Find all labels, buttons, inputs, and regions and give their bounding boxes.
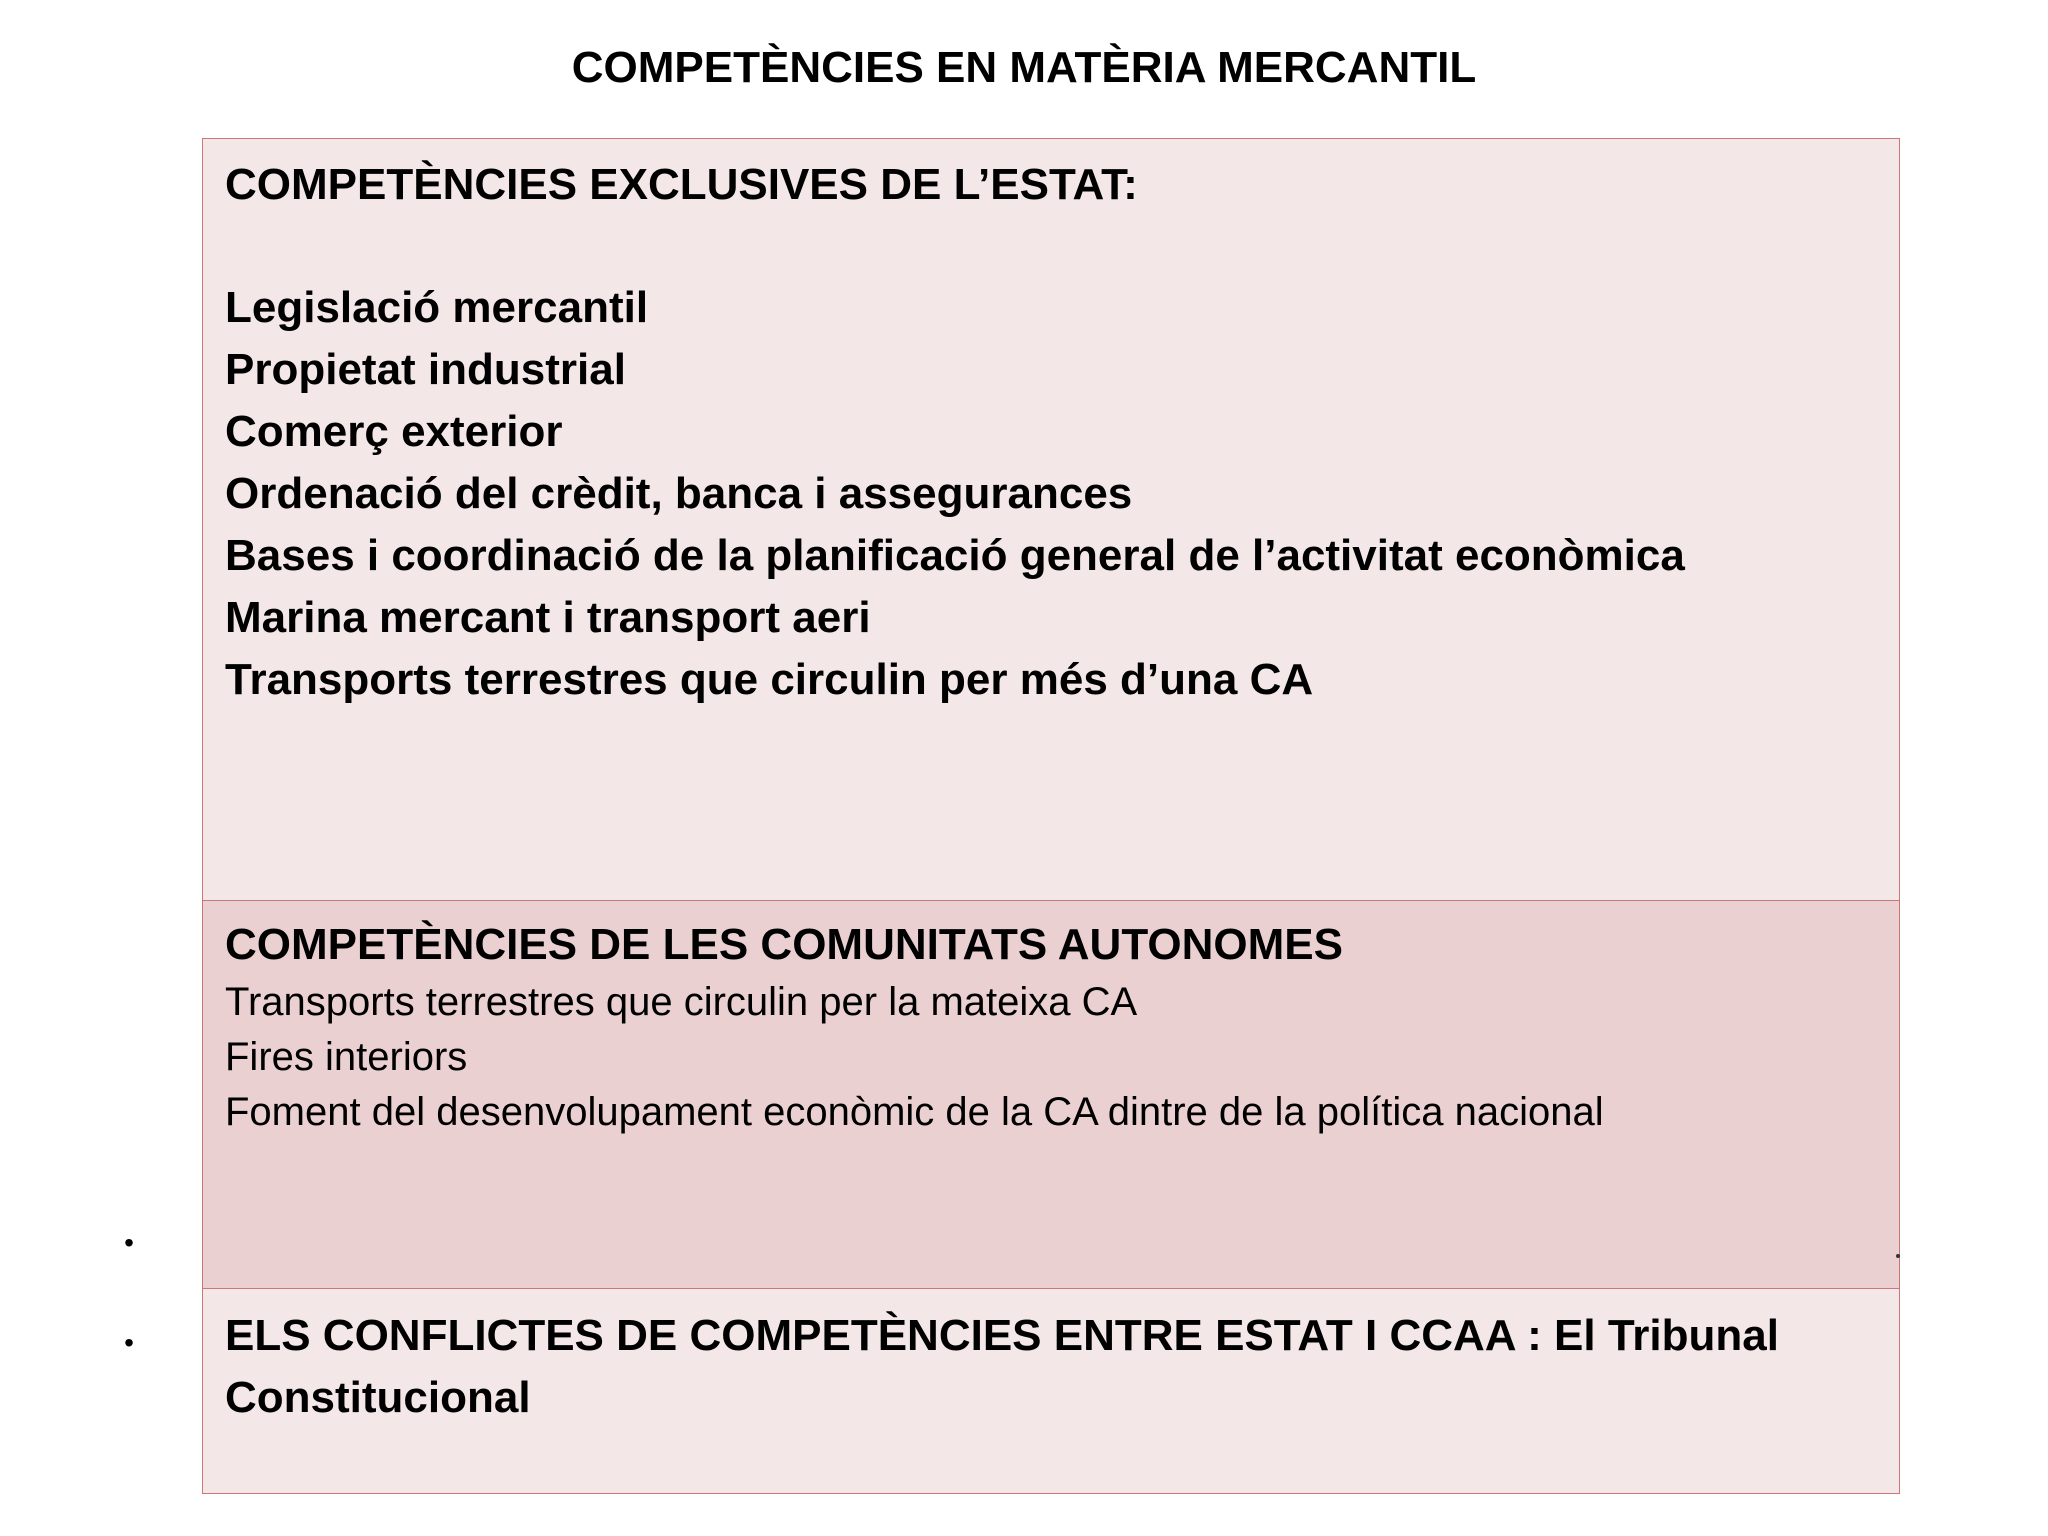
state-competences-list	[225, 277, 1877, 711]
conflicts-heading: ELS CONFLICTES DE COMPETÈNCIES ENTRE ESTAT I CCAA : El Tribunal Constitucional	[225, 1311, 1779, 1422]
dot-marker	[1896, 1254, 1900, 1258]
bullet-icon: •	[124, 1227, 134, 1258]
list-item: Fires interiors	[225, 1035, 468, 1079]
list-item: Marina mercant i transport aeri	[225, 593, 871, 642]
state-competences-heading: COMPETÈNCIES EXCLUSIVES DE L’ESTAT:	[225, 160, 1138, 209]
page-title: COMPETÈNCIES EN MATÈRIA MERCANTIL	[571, 43, 1477, 92]
list-item: Legislació mercantil	[225, 283, 649, 332]
list-item: Bases i coordinació de la planificació general de l’activitat econòmica	[225, 531, 1685, 580]
ccaa-competences-heading: COMPETÈNCIES DE LES COMUNITATS AUTONOMES	[225, 920, 1343, 969]
list-item: Transports terrestres que circulin per més d’una CA	[225, 655, 1314, 704]
conflicts-box	[202, 1288, 1900, 1494]
ccaa-competences-box	[202, 900, 1900, 1290]
state-competences-box	[202, 138, 1900, 902]
list-item: Comerç exterior	[225, 407, 563, 456]
list-item: Ordenació del crèdit, banca i assegurances	[225, 469, 1133, 518]
ccaa-competences-list	[225, 975, 1877, 1140]
list-item: Foment del desenvolupament econòmic de la CA dintre de la política nacional	[225, 1090, 1604, 1134]
list-item: Transports terrestres que circulin per la mateixa CA	[225, 980, 1138, 1024]
list-item: Propietat industrial	[225, 345, 626, 394]
bullet-icon: •	[124, 1327, 134, 1358]
